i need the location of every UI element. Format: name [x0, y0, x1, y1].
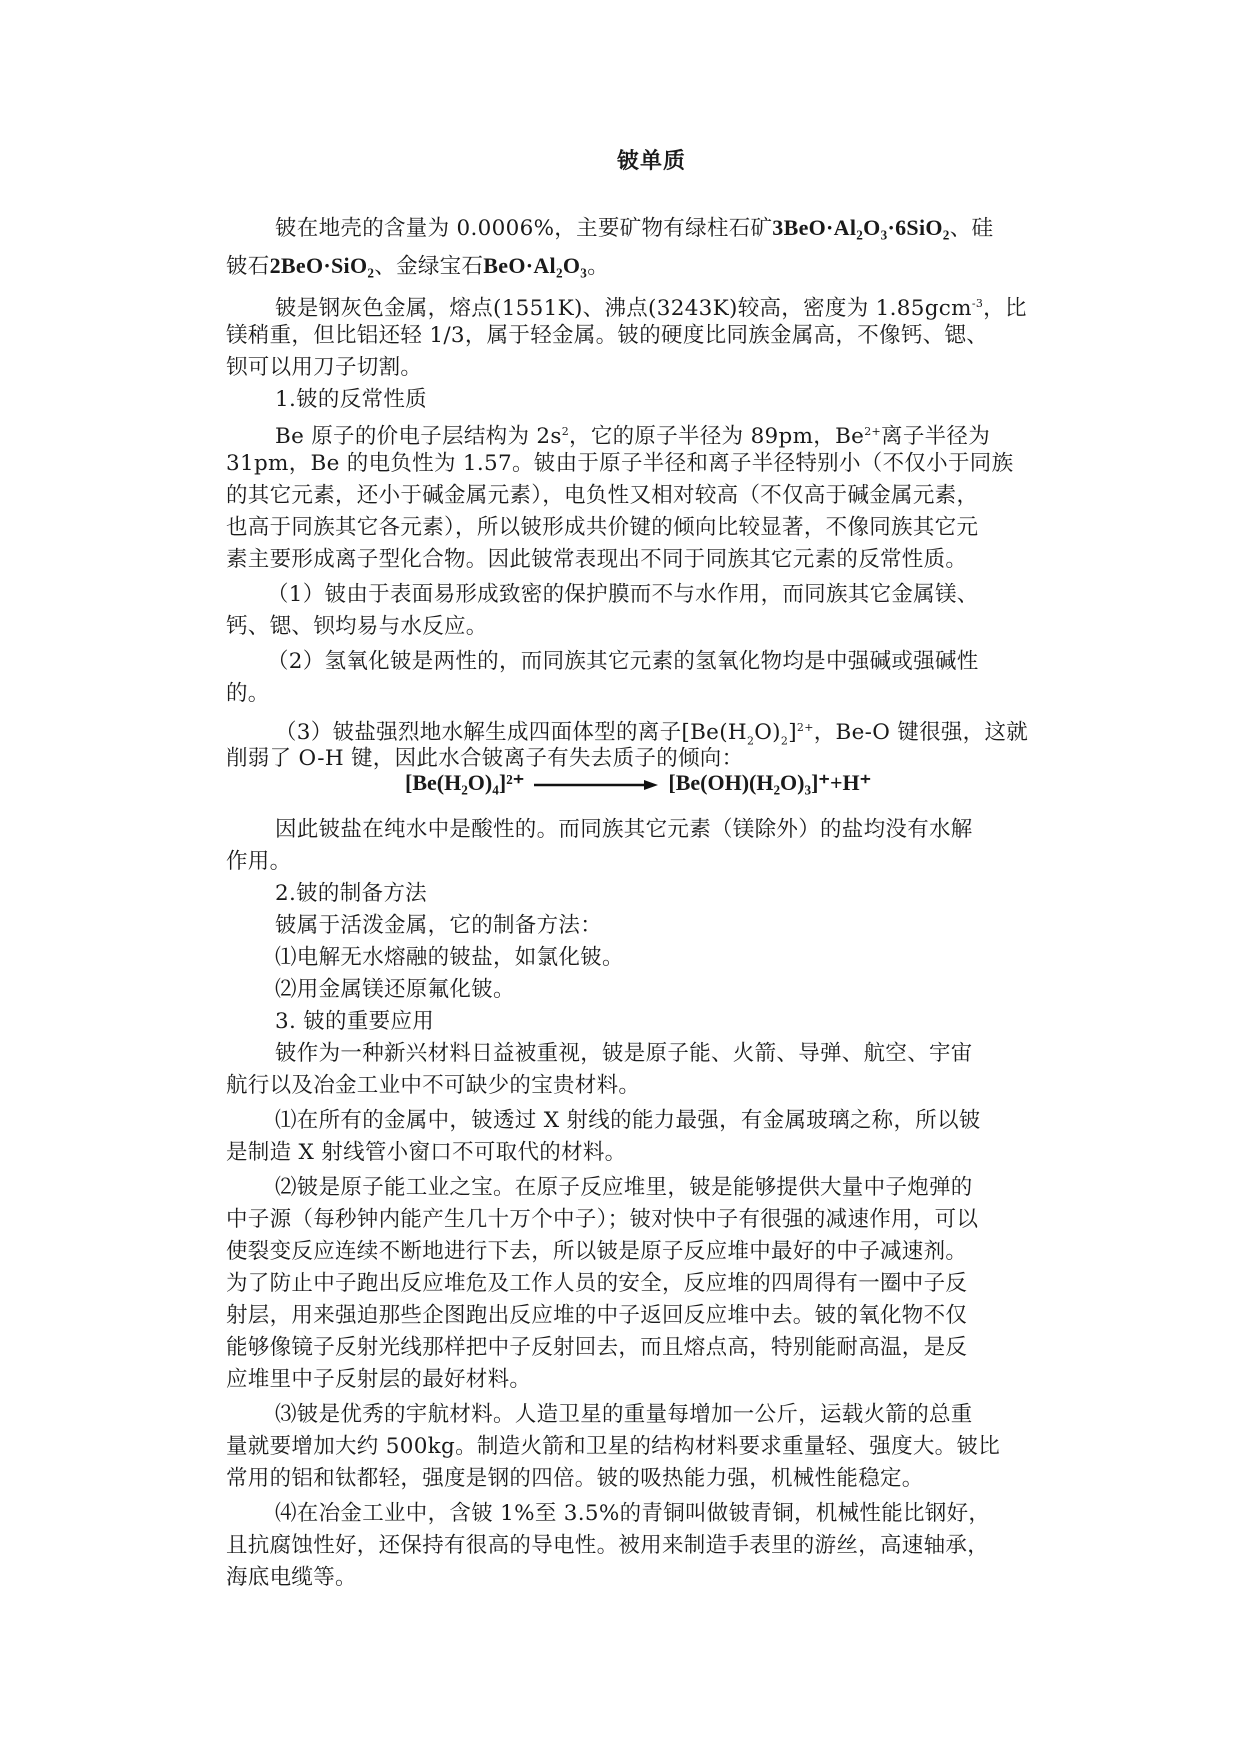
text-span: 铍是钢灰色金属，熔点(1551K)、沸点(3243K)较高，密度为 1.85gcm [275, 296, 972, 322]
formula-chrysoberyl: BeO·Al₂O₃ [483, 253, 588, 278]
text-span: ] [788, 720, 797, 746]
text-span: Be 原子的价电子层结构为 2s [275, 424, 562, 450]
paragraph-line: 也高于同族其它各元素），所以铍形成共价键的倾向比较显著，不像同族其它元 [226, 515, 979, 540]
hydrolysis-equation [405, 770, 871, 804]
list-item-line: 且抗腐蚀性好，还保持有很高的导电性。被用来制造手表里的游丝，高速轴承， [226, 1533, 990, 1558]
list-item-line: 射层，用来强迫那些企图跑出反应堆的中子返回反应堆中去。铍的氧化物不仅 [226, 1303, 968, 1328]
list-item-line: 能够像镜子反射光线那样把中子反射回去，而且熔点高，特别能耐高温，是反 [226, 1335, 968, 1360]
list-item-line: ⑵铍是原子能工业之宝。在原子反应堆里，铍是能够提供大量中子炮弹的 [275, 1175, 973, 1200]
text-span: ，它的原子半径为 89pm，Be [569, 424, 865, 450]
text-span: （3）铍盐强烈地水解生成四面体型的离子[Be(H [275, 720, 747, 746]
text-span: 。 [587, 254, 609, 279]
paragraph-line: 钡可以用刀子切割。 [226, 355, 423, 380]
list-item-line: 海底电缆等。 [226, 1565, 357, 1590]
page-title: 铍单质 [616, 149, 686, 174]
list-item-line: 是制造 X 射线管小窗口不可取代的材料。 [226, 1140, 627, 1165]
superscript: 2+ [864, 425, 882, 438]
list-item-line: 常用的铝和钛都轻，强度是钢的四倍。铍的吸热能力强，机械性能稳定。 [226, 1466, 924, 1491]
text-span: 铍在地壳的含量为 0.0006%，主要矿物有绿柱石矿 [275, 216, 773, 241]
list-item-line: 量就要增加大约 500kg。制造火箭和卫星的结构材料要求重量轻、强度大。铍比 [226, 1434, 1001, 1459]
formula-phenakite: 2BeO·SiO₂ [269, 253, 375, 278]
section-heading: 3. 铍的重要应用 [275, 1009, 435, 1034]
paragraph-line: 镁稍重，但比铝还轻 1/3，属于轻金属。铍的硬度比同族金属高，不像钙、锶、 [226, 323, 989, 348]
text-span: O) [754, 720, 781, 746]
subscript: 2 [746, 734, 755, 748]
section-heading: 2.铍的制备方法 [275, 881, 427, 906]
paragraph-line: 航行以及冶金工业中不可缺少的宝贵材料。 [226, 1073, 641, 1098]
text-span: 、硅 [949, 216, 994, 241]
paragraph-line: 铍作为一种新兴材料日益被重视，铍是原子能、火箭、导弹、航空、宇宙 [275, 1041, 973, 1066]
list-item-line: 的。 [226, 681, 270, 706]
equation-reactant: [Be(H₂O)₄]²⁺ [405, 770, 525, 795]
subscript: 2 [780, 734, 789, 748]
paragraph-line: 铍属于活泼金属，它的制备方法： [275, 913, 603, 938]
paragraph-line [275, 289, 1027, 324]
list-item-line: ⑷在冶金工业中，含铍 1%至 3.5%的青铜叫做铍青铜，机械性能比钢好， [275, 1501, 991, 1526]
section-heading: 1.铍的反常性质 [275, 387, 427, 412]
paragraph-line [226, 251, 609, 282]
paragraph-line: 31pm，Be 的电负性为 1.57。铍由于原子半径和离子半径特别小（不仅小于同族 [226, 451, 1014, 476]
list-item-line: ⑴在所有的金属中，铍透过 X 射线的能力最强，有金属玻璃之称，所以铍 [275, 1108, 981, 1133]
equation-product: [Be(OH)(H₂O)₃]⁺+H⁺ [668, 770, 872, 795]
paragraph-line [275, 417, 990, 452]
text-span: 铍石 [226, 254, 270, 279]
list-item-line: （1）铍由于表面易形成致密的保护膜而不与水作用，而同族其它金属镁、 [267, 582, 979, 607]
paragraph-line [275, 213, 993, 244]
paragraph-line: 素主要形成离子型化合物。因此铍常表现出不同于同族其它元素的反常性质。 [226, 547, 968, 572]
reaction-arrow-icon [534, 778, 658, 792]
list-item-line: 削弱了 O-H 键，因此水合铍离子有失去质子的倾向： [226, 746, 744, 771]
paragraph-line: 因此铍盐在纯水中是酸性的。而同族其它元素（镁除外）的盐均没有水解 [275, 817, 973, 842]
superscript: -3 [971, 297, 984, 310]
text-span: 离子半径为 [881, 424, 991, 450]
text-span: 、金绿宝石 [374, 254, 484, 279]
superscript: 2 [561, 425, 570, 438]
paragraph-line: 的其它元素，还小于碱金属元素），电负性又相对较高（不仅高于碱金属元素， [226, 483, 979, 508]
list-item-line: 为了防止中子跑出反应堆危及工作人员的安全，反应堆的四周得有一圈中子反 [226, 1271, 968, 1296]
list-item-line: 应堆里中子反射层的最好材料。 [226, 1367, 532, 1392]
paragraph-line: 作用。 [226, 849, 292, 874]
list-item-line: ⑵用金属镁还原氟化铍。 [275, 977, 515, 1002]
list-item-line: 使裂变反应连续不断地进行下去，所以铍是原子反应堆中最好的中子减速剂。 [226, 1239, 968, 1264]
list-item-line: （2）氢氧化铍是两性的，而同族其它元素的氢氧化物均是中强碱或强碱性 [267, 649, 979, 674]
list-item-line: ⑶铍是优秀的宇航材料。人造卫星的重量每增加一公斤，运载火箭的总重 [275, 1402, 973, 1427]
list-item-line: ⑴电解无水熔融的铍盐，如氯化铍。 [275, 945, 624, 970]
formula-beryl: 3BeO·Al₂O₃·6SiO₂ [772, 215, 950, 240]
list-item-line: 中子源（每秒钟内能产生几十万个中子）；铍对快中子有很强的减速作用，可以 [226, 1207, 979, 1232]
text-span: ，Be-O 键很强，这就 [813, 720, 1029, 746]
text-span: ，比 [983, 296, 1027, 322]
list-item-line: 钙、锶、钡均易与水反应。 [226, 614, 488, 639]
superscript: 2+ [796, 721, 814, 734]
